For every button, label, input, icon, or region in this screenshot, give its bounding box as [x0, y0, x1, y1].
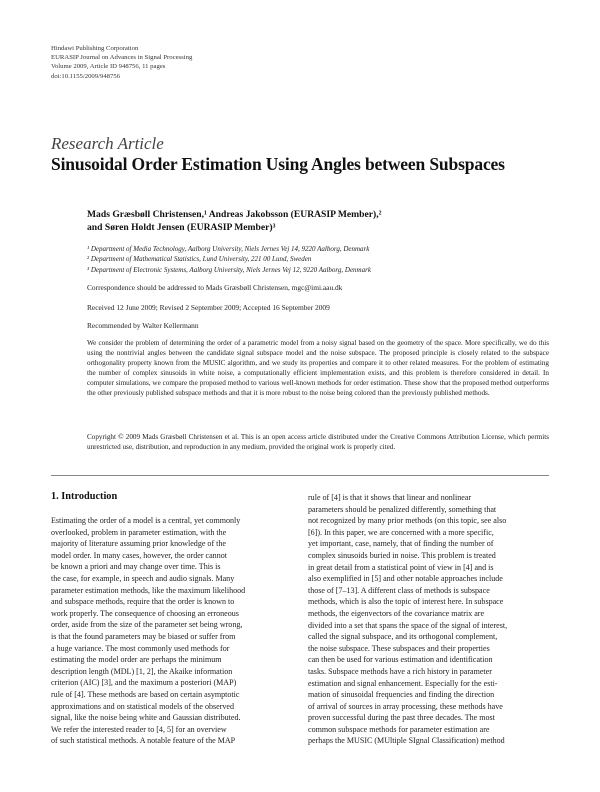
body-line: be known a priori and may change over time. This is	[51, 562, 221, 572]
affiliation: ³ Department of Electronic Systems, Aalborg University, Niels Jernes Vej 12, 9220 Aalborg, Denmark	[87, 265, 371, 274]
body-line: can then be used for various estimation and identification	[308, 655, 493, 665]
affiliation: ¹ Department of Media Technology, Aalborg University, Niels Jernes Vej 14, 9220 Aalborg, Denmark	[87, 245, 370, 253]
body-line: rule of [4] is that it shows that linear and nonlinear	[308, 493, 472, 502]
body-line: not recognized by many prior methods (on this topic, see also	[308, 516, 507, 526]
body-line: Estimating the order of a model is a central, yet commonly	[51, 516, 241, 525]
body-line: approximations and on statistical models of the observed	[51, 701, 235, 711]
affiliations	[87, 244, 549, 275]
body-line: a huge variance. The most commonly used methods for	[51, 643, 230, 653]
body-line: the case, for example, in speech and audio signals. Many	[51, 573, 235, 583]
body-line: complex sinusoids buried in noise. This problem is treated	[308, 550, 496, 560]
journal-line: EURASIP Journal on Advances in Signal Processing	[51, 54, 193, 62]
body-line: majority of literature assuming prior knowledge of the	[51, 539, 226, 549]
body-line: signal, like the noise being white and Gaussian distributed.	[51, 713, 241, 723]
body-line: of arrival of sources in array processing, these methods have	[308, 701, 503, 711]
body-line: divided into a set that spans the space of the signal of interest,	[308, 620, 508, 630]
body-line: [6]). In this paper, we are concerned with a more specific,	[308, 527, 494, 537]
copyright-notice: Copyright © 2009 Mads Græsbøll Christensen et al. This is an open access article distributed under the Creative Commons Attribution License, which permits unrestricted use, distribution, and reproduction in any medium, provided the original work is properly cited.	[87, 433, 549, 451]
body-line: estimation and signal enhancement. Especially for the esti-	[308, 678, 498, 688]
body-line: description length (MDL) [1, 2], the Akaike information	[51, 666, 233, 676]
body-line: yet important, case, namely, that of finding the number of	[308, 539, 494, 549]
body-line: We refer the interested reader to [4, 5] for an overview	[51, 724, 227, 734]
body-line: tasks. Subspace methods have a rich history in parameter	[308, 666, 492, 676]
body-line: mation of sinusoidal frequencies and finding the direction	[308, 690, 495, 700]
body-line: those of [7–13]. A different class of methods is subspace	[308, 585, 490, 595]
left-column	[51, 515, 292, 747]
doi-line: doi:10.1155/2009/948756	[51, 72, 121, 80]
body-line: in great detail from a statistical point of view in [4] and is	[308, 562, 494, 572]
article-type: Research Article	[51, 134, 164, 153]
body-line: called the signal subspace, and its orthogonal complement,	[308, 632, 498, 642]
abstract: We consider the problem of determining the order of a parametric model from a noisy signal based on the geometry of the space. More specifically, we do this using the nontrivial angles between the candidate signal subspace model and the noise subspace. The proposed principle is closely related to the subspace orthogonality property known from the MUSIC algorithm, and we study its properties and compare it to other related measures. For the problem of estimating the number of complex sinusoids in white noise, a computationally efficient implementation exists, and this problem is therefore considered in detail. In computer simulations, we compare the proposed method to various well-known methods for order estimation. These show that the proposed method outperforms the other previously published subspace methods and that it is more robust to the noise being colored than the previously published methods.	[87, 339, 549, 397]
body-line: rule of [4]. These methods are based on certain asymptotic	[51, 689, 240, 699]
recommended-by: Recommended by Walter Kellermann	[87, 321, 199, 330]
body-line: overlooked, problem in parameter estimation, with the	[51, 527, 227, 537]
body-line: methods, which is also the topic of interest here. In subspace	[308, 597, 504, 607]
body-line: methods, the eigenvectors of the covariance matrix are	[308, 608, 485, 618]
journal-header	[51, 44, 192, 81]
received-dates: Received 12 June 2009; Revised 2 September 2009; Accepted 16 September 2009	[87, 303, 330, 312]
body-line: order, aside from the size of the parameter set being wrong,	[51, 620, 243, 630]
author-line: and Søren Holdt Jensen (EURASIP Member)³	[87, 222, 276, 233]
body-line: parameters should be penalized differently, something that	[308, 504, 497, 514]
body-line: parameter estimation methods, like the maximum likelihood	[51, 585, 246, 595]
body-line: the noise subspace. These subspaces and their properties	[308, 643, 490, 653]
body-line: of such statistical methods. A notable feature of the MAP	[51, 736, 236, 746]
body-line: is that the found parameters may be biased or suffer from	[51, 631, 236, 641]
paper-title: Sinusoidal Order Estimation Using Angles between Subspaces	[51, 154, 505, 174]
section-divider	[51, 475, 549, 476]
body-line: proven successful during the past three decades. The most	[308, 713, 495, 723]
body-line: estimating the model order are perhaps the minimum	[51, 655, 222, 665]
correspondence: Correspondence should be addressed to Mads Græsbøll Christensen, mgc@imi.aau.dk	[87, 283, 343, 292]
publisher-line: Hindawi Publishing Corporation	[51, 45, 139, 52]
body-line: work properly. The consequence of choosing an erroneous	[51, 608, 239, 618]
right-column	[308, 492, 549, 747]
body-line: criterion (AIC) [3], and the maximum a posteriori (MAP)	[51, 678, 237, 688]
author-list	[87, 208, 549, 234]
section-heading: 1. Introduction	[51, 491, 118, 502]
body-line: also exemplified in [5] and other notable approaches include	[308, 574, 503, 584]
volume-line: Volume 2009, Article ID 948756, 11 pages	[51, 63, 166, 71]
affiliation: ² Department of Mathematical Statistics, Lund University, 221 00 Lund, Sweden	[87, 255, 312, 264]
author-line: Mads Græsbøll Christensen,¹ Andreas Jakobsson (EURASIP Member),²	[87, 209, 382, 220]
body-line: and subspace methods, require that the order is known to	[51, 597, 235, 607]
body-line: common subspace methods for parameter estimation are	[308, 724, 490, 734]
body-line: perhaps the MUSIC (MUltiple SIgnal Classification) method	[308, 736, 505, 746]
body-line: model order. In many cases, however, the order cannot	[51, 550, 227, 560]
